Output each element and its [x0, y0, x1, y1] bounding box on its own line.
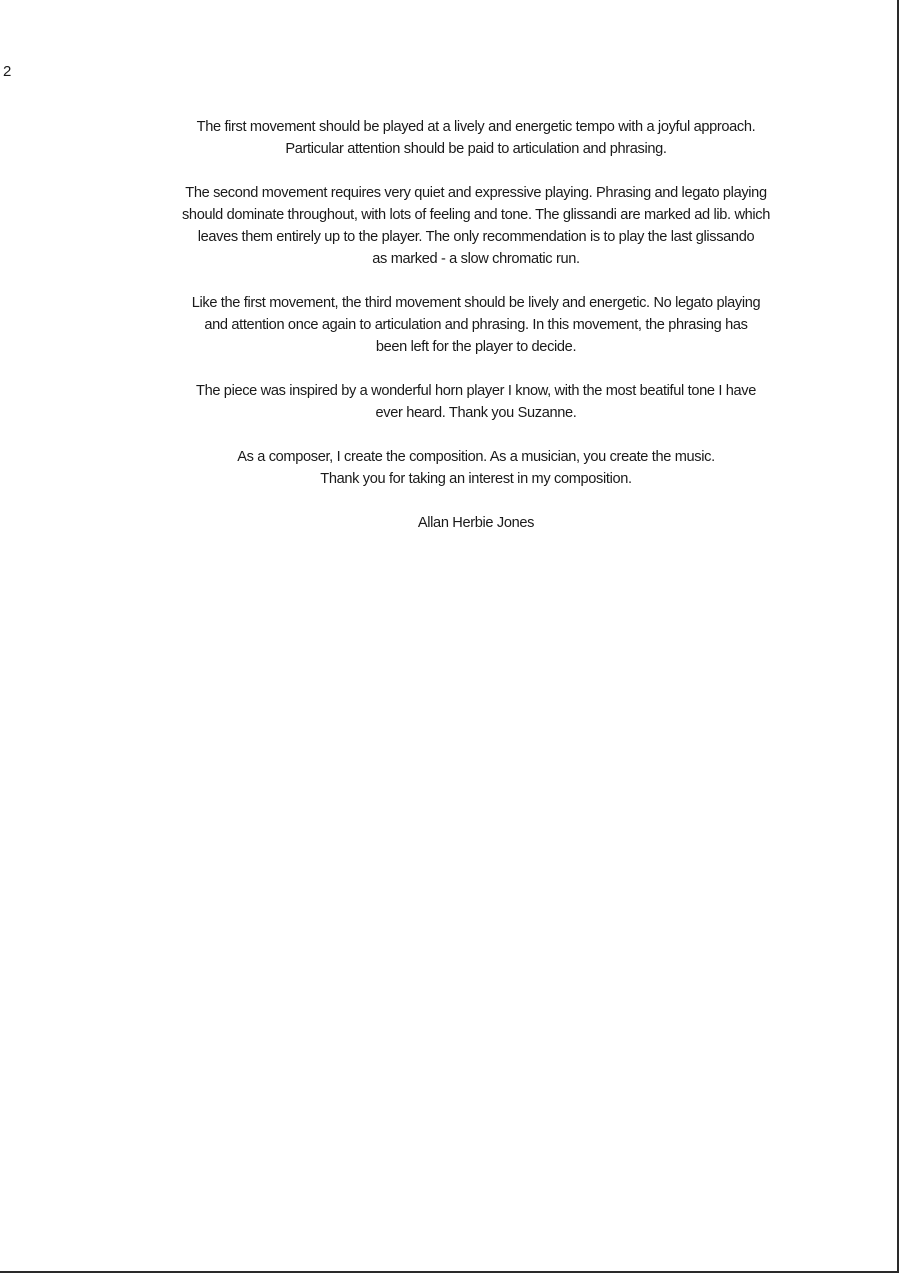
paragraph-closing [100, 446, 852, 490]
text-line: and attention once again to articulation and phrasing. In this movement, the phrasing has [204, 317, 748, 333]
text-line: as marked - a slow chromatic run. [372, 251, 580, 267]
text-line: been left for the player to decide. [375, 339, 577, 355]
text-line: leaves them entirely up to the player. The only recommendation is to play the last glissando [197, 229, 755, 245]
author-signature: Allan Herbie Jones [417, 515, 535, 531]
paragraph-second-movement [100, 182, 852, 270]
notes-body [100, 116, 852, 534]
text-line: Particular attention should be paid to articulation and phrasing. [285, 141, 667, 157]
text-line: Thank you for taking an interest in my composition. [320, 471, 632, 487]
text-line: should dominate throughout, with lots of feeling and tone. The glissandi are marked ad lib. which [181, 207, 771, 223]
text-line: As a composer, I create the composition. As a musician, you create the music. [237, 449, 715, 465]
paragraph-third-movement [100, 292, 852, 358]
text-line: The second movement requires very quiet and expressive playing. Phrasing and legato playing [185, 185, 767, 201]
paragraph-first-movement [100, 116, 852, 160]
text-line: The piece was inspired by a wonderful horn player I know, with the most beatiful tone I have [196, 383, 756, 399]
paragraph-inspiration [100, 380, 852, 424]
text-line: Like the first movement, the third movement should be lively and energetic. No legato playing [191, 295, 761, 311]
text-line: ever heard. Thank you Suzanne. [375, 405, 577, 421]
page-number: 2 [3, 63, 12, 80]
text-line: The first movement should be played at a lively and energetic tempo with a joyful approach. [196, 119, 756, 135]
